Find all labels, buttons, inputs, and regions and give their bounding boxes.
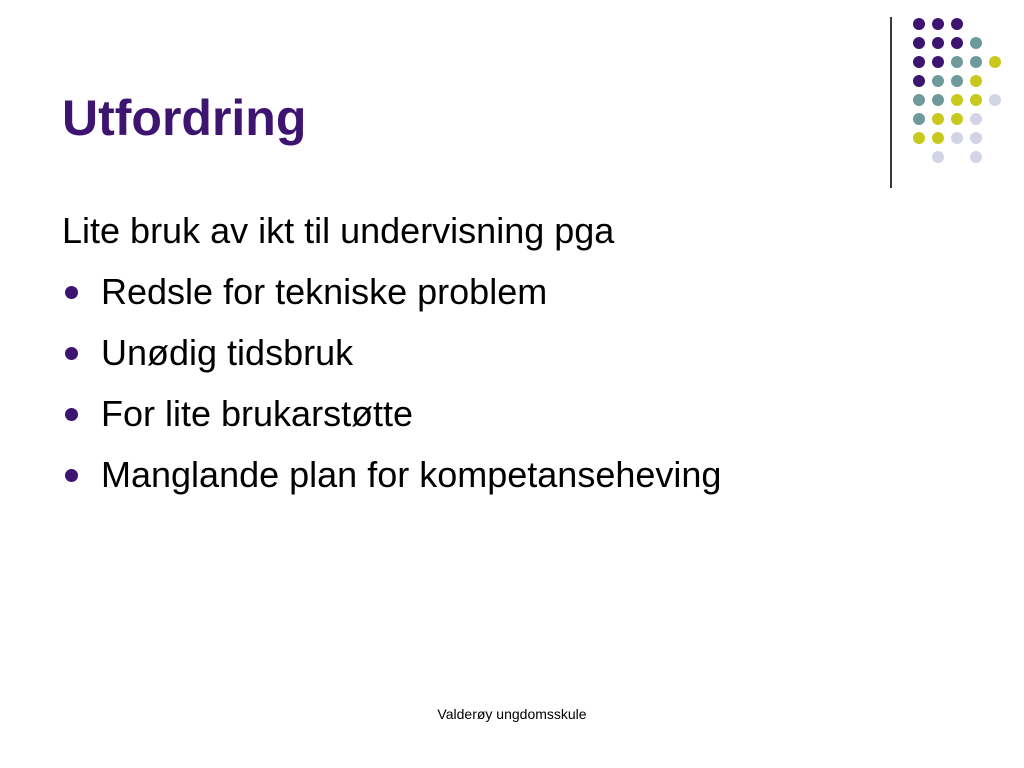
bullet-item <box>62 444 962 505</box>
decorative-dot <box>932 56 944 68</box>
decorative-dot <box>951 75 963 87</box>
decorative-dot <box>932 75 944 87</box>
decorative-dot <box>913 37 925 49</box>
decorative-dot <box>951 94 963 106</box>
decorative-dot <box>913 75 925 87</box>
bullet-item <box>62 322 962 383</box>
slide-body <box>62 200 962 505</box>
decorative-dot <box>951 37 963 49</box>
bullet-text: Unødig tidsbruk <box>101 332 354 373</box>
decorative-dot <box>970 113 982 125</box>
decorative-dot <box>913 113 925 125</box>
vertical-divider <box>890 17 892 188</box>
decorative-dot <box>913 18 925 30</box>
decorative-dot <box>970 94 982 106</box>
decorative-dot <box>951 113 963 125</box>
decorative-dot <box>951 56 963 68</box>
bullet-list <box>62 261 962 505</box>
decorative-dot <box>989 56 1001 68</box>
decorative-dot <box>913 132 925 144</box>
decorative-dot <box>932 37 944 49</box>
decorative-dot <box>989 94 1001 106</box>
bullet-item <box>62 261 962 322</box>
decorative-dot <box>913 94 925 106</box>
bullet-dot-icon <box>65 408 78 421</box>
bullet-text: Redsle for tekniske problem <box>101 271 548 312</box>
decorative-dot <box>970 37 982 49</box>
decorative-dot <box>970 56 982 68</box>
bullet-text: Manglande plan for kompetanseheving <box>101 454 722 495</box>
bullet-item <box>62 383 962 444</box>
decorative-dot <box>913 56 925 68</box>
decorative-dot <box>932 113 944 125</box>
decorative-dot <box>951 132 963 144</box>
slide-title: Utfordring <box>62 90 307 146</box>
decorative-dot <box>970 132 982 144</box>
decorative-dot <box>951 18 963 30</box>
bullet-dot-icon <box>65 469 78 482</box>
footer-text: Valderøy ungdomsskule <box>437 706 587 722</box>
decorative-dot <box>932 94 944 106</box>
bullet-dot-icon <box>65 286 78 299</box>
decorative-dot <box>970 75 982 87</box>
bullet-dot-icon <box>65 347 78 360</box>
decorative-dot <box>970 151 982 163</box>
intro-text: Lite bruk av ikt til undervisning pga <box>62 210 615 251</box>
decorative-dot <box>932 151 944 163</box>
bullet-text: For lite brukarstøtte <box>101 393 414 434</box>
decorative-dot <box>932 132 944 144</box>
decorative-dot <box>932 18 944 30</box>
